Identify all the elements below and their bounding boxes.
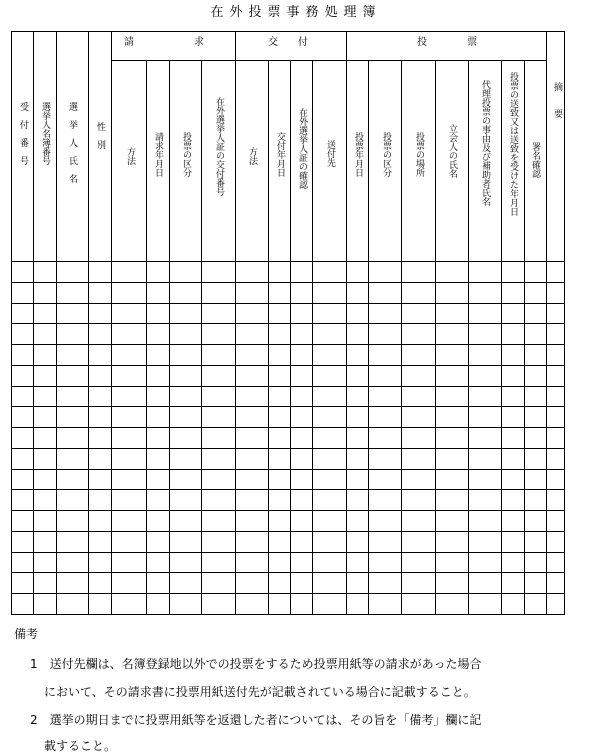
col-dairi-tohyo: 代理投票の事由及び補助者氏名 — [480, 80, 490, 206]
col-tachiainin-shimei: 立会人の氏名 — [447, 124, 457, 178]
table-row-line — [12, 386, 564, 387]
table-row-line — [12, 406, 564, 407]
col-seikyu-hoho: 方法 — [125, 147, 135, 165]
ledger-table — [11, 31, 565, 615]
col-seikyu-kubun: 投票の区分 — [181, 132, 191, 177]
table-row-line — [12, 531, 564, 532]
table-row-line — [12, 593, 564, 594]
col-seikyu-nengappi: 請求年月日 — [153, 132, 163, 177]
header-bottom-line — [12, 261, 564, 262]
table-row-line — [12, 303, 564, 304]
group-header-kofu: 交 付 — [268, 37, 308, 48]
notes-heading: 備考 — [14, 627, 39, 641]
col-kofu-hoho: 方法 — [247, 147, 257, 165]
col-sochi-nengappi: 投票の送致又は送致を受けた年月日 — [508, 72, 518, 216]
col-senkyonin-shimei: 選 挙 人 氏 名 — [67, 102, 77, 183]
note-2-line-1: 2 選挙の期日までに投票用紙等を返還した者については、その旨を「備考」欄に記 — [30, 713, 482, 727]
group-header-tohyo: 投 票 — [417, 37, 477, 48]
table-row-line — [12, 365, 564, 366]
col-kofu-sofusaki: 送付先 — [325, 140, 335, 167]
col-kofu-kakunin: 在外選挙人証の確認 — [297, 108, 307, 189]
col-seikyu-shomei-bango: 在外選挙人証の交付番号 — [214, 97, 224, 196]
col-uketsuke-bango: 受 付 番 号 — [18, 102, 28, 165]
col-meibo-bango: 選挙人名簿番号 — [40, 102, 50, 165]
table-row-line — [12, 510, 564, 511]
table-row-line — [12, 344, 564, 345]
col-tekiyo: 摘 要 — [552, 82, 562, 118]
page-title: 在外投票事務処理簿 — [210, 5, 382, 20]
table-row-line — [12, 282, 564, 283]
table-row-line — [12, 572, 564, 573]
col-shomei-kakunin: 署名確認 — [530, 142, 540, 178]
note-1-line-2: において、その請求書に投票用紙送付先が記載されている場合に記載すること。 — [44, 685, 476, 699]
table-row-line — [12, 489, 564, 490]
table-row-line — [12, 323, 564, 324]
group-header-seikyu: 請 求 — [124, 37, 204, 48]
col-tohyo-basho: 投票の場所 — [414, 132, 424, 177]
table-row-line — [12, 552, 564, 553]
table-row-line — [12, 427, 564, 428]
table-row-line — [12, 448, 564, 449]
col-tohyo-kubun: 投票の区分 — [381, 132, 391, 177]
table-row-line — [12, 469, 564, 470]
group-row-line — [111, 60, 546, 61]
col-tohyo-nengappi: 投票年月日 — [353, 132, 363, 177]
col-seibetsu: 性 別 — [95, 122, 105, 149]
note-1-line-1: 1 送付先欄は、名簿登録地以外での投票をするため投票用紙等の請求があった場合 — [30, 657, 482, 671]
col-kofu-nengappi: 交付年月日 — [275, 132, 285, 177]
note-2-line-2: 載すること。 — [44, 739, 117, 753]
